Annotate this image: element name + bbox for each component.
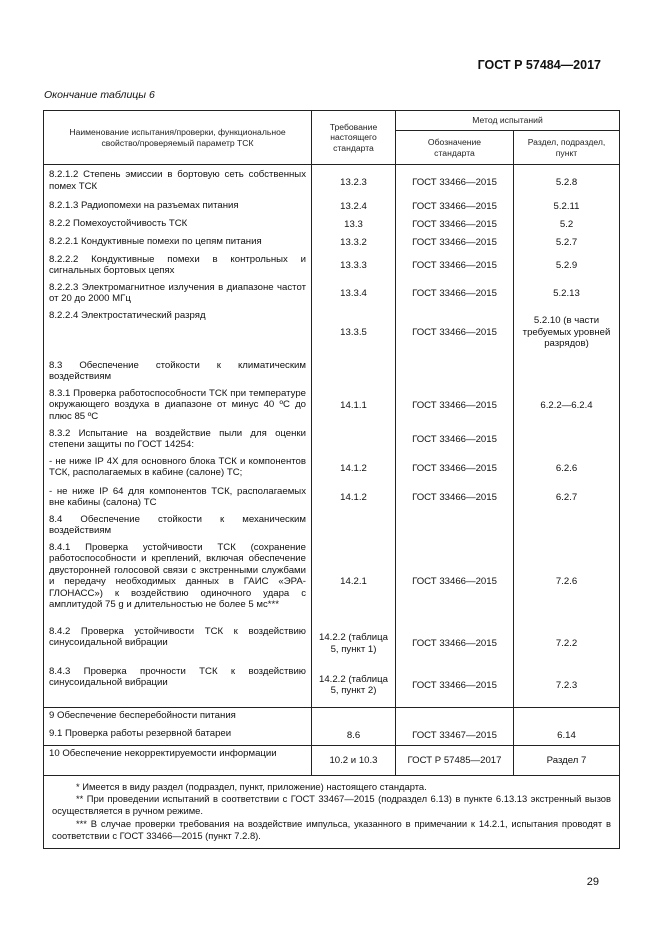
row-standard: ГОСТ 33466—2015: [396, 216, 514, 234]
row-standard: ГОСТ 33466—2015: [396, 540, 514, 624]
row-standard: ГОСТ 33466—2015: [396, 252, 514, 280]
row-requirement: 13.3: [312, 216, 396, 234]
table-row: [44, 624, 620, 664]
table-row: [44, 280, 620, 308]
row-section: 5.2: [514, 216, 620, 234]
row-standard: ГОСТ Р 57485—2017: [396, 746, 514, 776]
row-requirement: 14.1.1: [312, 386, 396, 426]
row-requirement: 13.2.3: [312, 165, 396, 198]
row-section: 6.2.2—6.2.4: [514, 386, 620, 426]
row-requirement: 13.3.4: [312, 280, 396, 308]
row-standard: [396, 358, 514, 386]
table-header: [44, 111, 620, 165]
col-header-method: Метод испытаний: [396, 111, 620, 131]
col-header-requirement: Требование настоящего стандарта: [312, 111, 396, 165]
row-requirement: [312, 426, 396, 454]
footnote: *** В случае проверки требования на воздействие импульса, указанного в примечании к 14.2.1, испытания проводят в соответствии с ГОСТ 33466—2015 (пункт 7.2.8).: [52, 817, 612, 841]
doc-code: ГОСТ Р 57484—2017: [477, 58, 601, 72]
row-standard: ГОСТ 33467—2015: [396, 726, 514, 746]
row-section: 6.14: [514, 726, 620, 746]
table-row: [44, 664, 620, 708]
row-section: 5.2.10 (в части требуемых уровней разрядов): [514, 308, 620, 358]
row-requirement: 14.2.2 (таблица 5, пункт 2): [312, 664, 396, 708]
row-section: Раздел 7: [514, 746, 620, 776]
row-requirement: 13.2.4: [312, 198, 396, 216]
row-section: 7.2.6: [514, 540, 620, 624]
row-name: 8.2.1.2 Степень эмиссии в бортовую сеть собственных помех ТСК: [44, 165, 312, 198]
row-section: 6.2.6: [514, 454, 620, 484]
table-footnotes: [44, 776, 620, 849]
row-section: 5.2.9: [514, 252, 620, 280]
table-row: [44, 540, 620, 624]
row-standard: ГОСТ 33466—2015: [396, 165, 514, 198]
table-row: [44, 358, 620, 386]
row-standard: [396, 708, 514, 726]
row-requirement: 14.2.1: [312, 540, 396, 624]
row-requirement: [312, 358, 396, 386]
row-requirement: 14.1.2: [312, 454, 396, 484]
row-name: 8.4.2 Проверка устойчивости ТСК к воздействию синусоидальной вибрации: [44, 624, 312, 664]
row-name: 8.3 Обеспечение стойкости к климатическим воздействиям: [44, 358, 312, 386]
table-row: [44, 198, 620, 216]
table-row: [44, 165, 620, 198]
row-requirement: 13.3.5: [312, 308, 396, 358]
footnote: ** При проведении испытаний в соответствии с ГОСТ 33467—2015 (подраздел 6.13) в пункте 6.13.13 экстренный вызов осуществляется в ручном режиме.: [52, 793, 612, 817]
table-row: [44, 512, 620, 540]
table-row: [44, 708, 620, 726]
table-row: [44, 726, 620, 746]
row-requirement: 14.1.2: [312, 484, 396, 512]
row-standard: ГОСТ 33466—2015: [396, 624, 514, 664]
row-name: - не ниже IP 64 для компонентов ТСК, располагаемых вне кабины (салона) ТС: [44, 484, 312, 512]
table-row: [44, 234, 620, 252]
row-requirement: 13.3.3: [312, 252, 396, 280]
row-requirement: 10.2 и 10.3: [312, 746, 396, 776]
row-standard: ГОСТ 33466—2015: [396, 664, 514, 708]
footnote: * Имеется в виду раздел (подраздел, пункт, приложение) настоящего стандарта.: [76, 781, 427, 792]
table-row: [44, 308, 620, 358]
row-requirement: 14.2.2 (таблица 5, пункт 1): [312, 624, 396, 664]
table-row: [44, 746, 620, 776]
row-name: 8.2.2.3 Электромагнитное излучения в диапазоне частот от 20 до 2000 МГц: [44, 280, 312, 308]
row-section: [514, 426, 620, 454]
row-section: 5.2.11: [514, 198, 620, 216]
row-name: 8.3.2 Испытание на воздействие пыли для оценки степени защиты по ГОСТ 14254:: [44, 426, 312, 454]
row-name: - не ниже IP 4X для основного блока ТСК и компонентов ТСК, располагаемых в кабине (салоне) ТС;: [44, 454, 312, 484]
col-header-name: Наименование испытания/проверки, функциональное свойство/проверяемый параметр ТСК: [44, 111, 312, 165]
col-header-method-designation: Обозначение стандарта: [396, 131, 514, 165]
row-section: 7.2.2: [514, 624, 620, 664]
table-body: [44, 165, 620, 776]
row-standard: ГОСТ 33466—2015: [396, 454, 514, 484]
row-section: [514, 708, 620, 726]
row-standard: ГОСТ 33466—2015: [396, 426, 514, 454]
row-section: 5.2.7: [514, 234, 620, 252]
table-row: [44, 216, 620, 234]
row-section: [514, 512, 620, 540]
row-standard: ГОСТ 33466—2015: [396, 280, 514, 308]
row-name: 8.2.1.3 Радиопомехи на разъемах питания: [44, 198, 312, 216]
row-name: 8.2.2.1 Кондуктивные помехи по цепям питания: [44, 234, 312, 252]
row-requirement: 13.3.2: [312, 234, 396, 252]
row-name: 8.2.2.2 Кондуктивные помехи в контрольных и сигнальных бортовых цепях: [44, 252, 312, 280]
col-header-method-section: Раздел, подраздел, пункт: [514, 131, 620, 165]
row-name: 8.2.2.4 Электростатический разряд: [44, 308, 312, 358]
row-standard: ГОСТ 33466—2015: [396, 386, 514, 426]
table-row: [44, 454, 620, 484]
row-section: 5.2.13: [514, 280, 620, 308]
table-caption: Окончание таблицы 6: [44, 89, 155, 101]
row-standard: ГОСТ 33466—2015: [396, 234, 514, 252]
row-standard: ГОСТ 33466—2015: [396, 198, 514, 216]
table-row: [44, 252, 620, 280]
row-requirement: [312, 708, 396, 726]
row-section: [514, 358, 620, 386]
row-name: 8.3.1 Проверка работоспособности ТСК при температуре окружающего воздуха в диапазоне от минус 40 ºС до плюс 85 ºС: [44, 386, 312, 426]
row-standard: ГОСТ 33466—2015: [396, 484, 514, 512]
table-row: [44, 426, 620, 454]
test-methods-table: [43, 110, 620, 849]
row-name: 10 Обеспечение некорректируемости информации: [44, 746, 312, 776]
table-row: [44, 386, 620, 426]
row-section: 7.2.3: [514, 664, 620, 708]
row-requirement: [312, 512, 396, 540]
row-requirement: 8.6: [312, 726, 396, 746]
row-name: 8.2.2 Помехоустойчивость ТСК: [44, 216, 312, 234]
footnotes-cell: [44, 776, 620, 849]
row-name: 8.4 Обеспечение стойкости к механическим воздействиям: [44, 512, 312, 540]
row-name: 8.4.3 Проверка прочности ТСК к воздействию синусоидальной вибрации: [44, 664, 312, 708]
row-name: 9.1 Проверка работы резервной батареи: [44, 726, 312, 746]
row-name: 8.4.1 Проверка устойчивости ТСК (сохранение работоспособности и креплений, включая обеспечение двусторонней голосовой связи с экстренными службами и передачу необходимых данных в ГАИС «ЭРА-ГЛОНАСС») к воздействию одиночного удара с амплитудой 75 g и длительностью не более 5 мс***: [44, 540, 312, 624]
row-section: 5.2.8: [514, 165, 620, 198]
page-number: 29: [586, 876, 599, 888]
table-row: [44, 484, 620, 512]
row-standard: ГОСТ 33466—2015: [396, 308, 514, 358]
row-standard: [396, 512, 514, 540]
row-section: 6.2.7: [514, 484, 620, 512]
row-name: 9 Обеспечение бесперебойности питания: [44, 708, 312, 726]
